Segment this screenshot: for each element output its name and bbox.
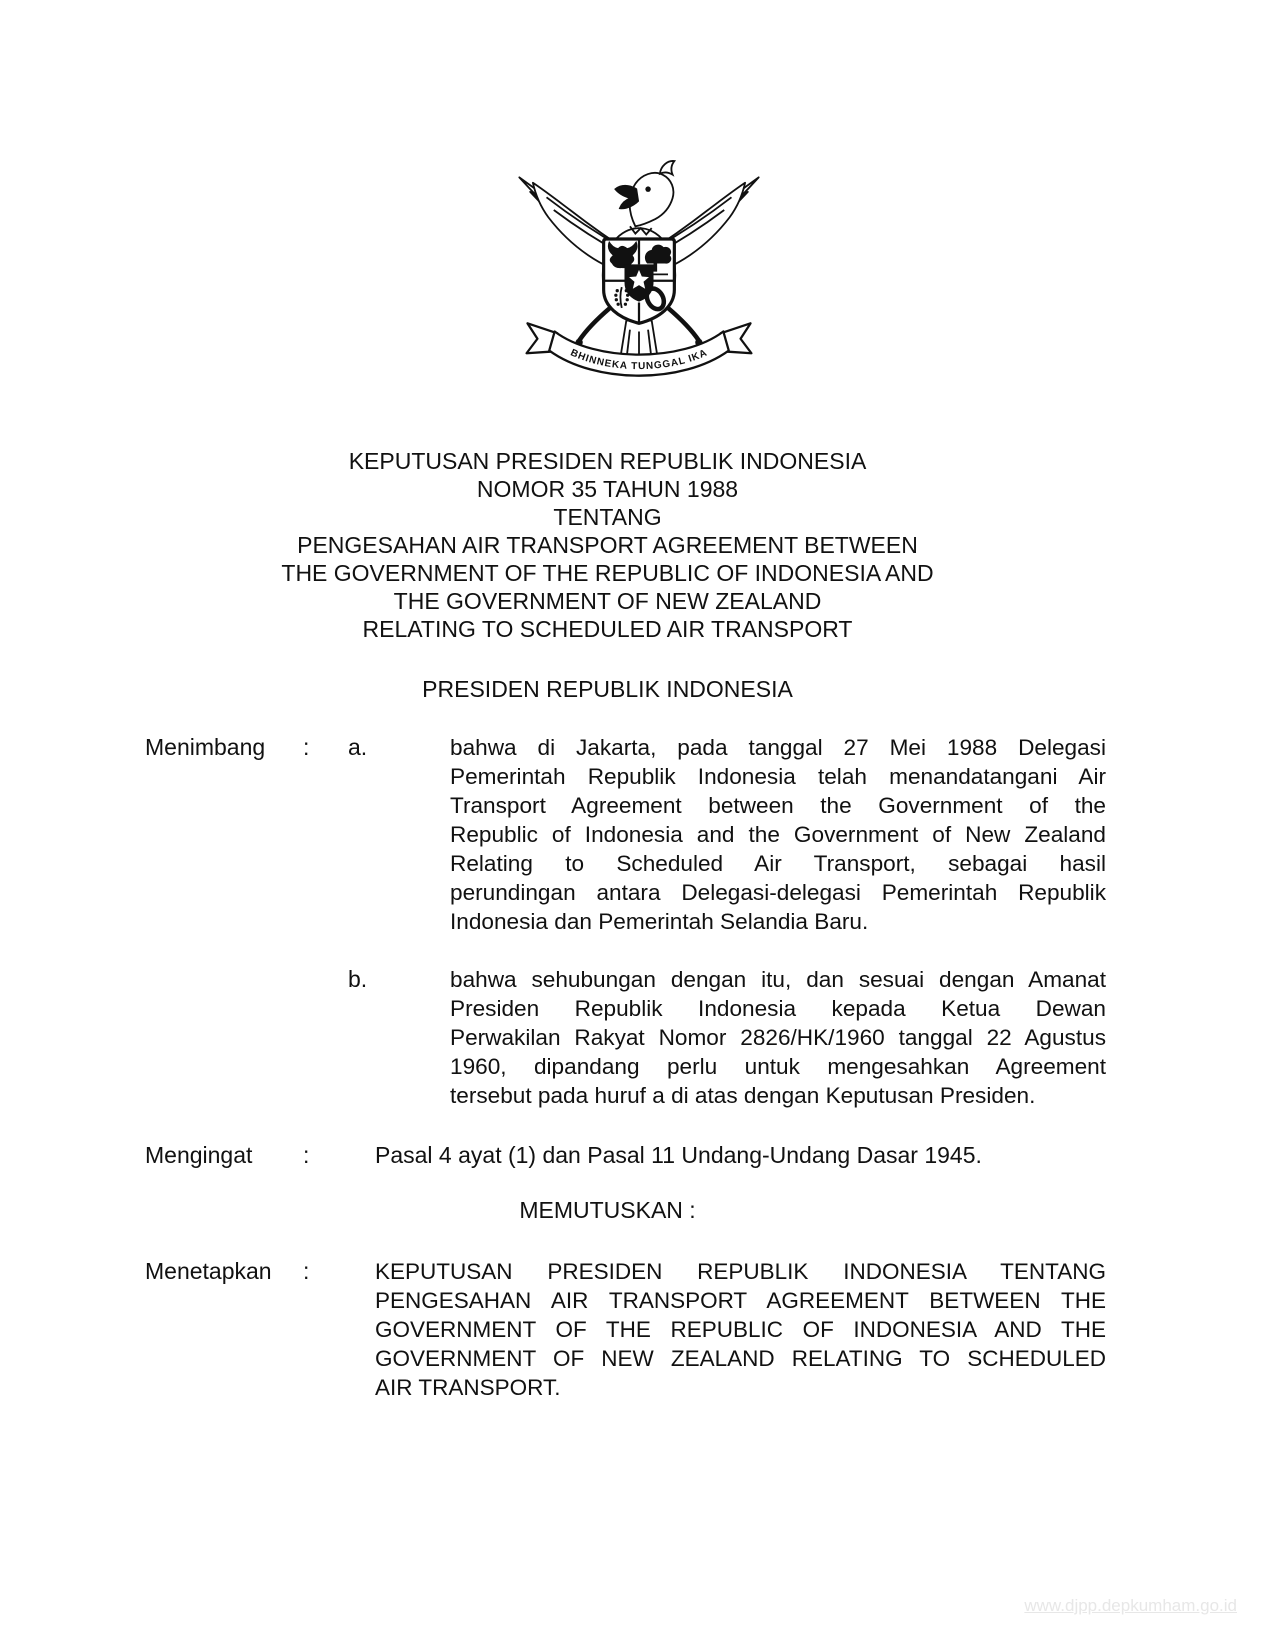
- text-line: NOMOR 35 TAHUN 1988: [476, 476, 739, 502]
- site-watermark: www.djpp.depkumham.go.id: [1024, 1596, 1237, 1615]
- text-line: bahwa di Jakarta, pada tanggal 27 Mei 1988 Delegasi: [450, 735, 1106, 760]
- text-line: RELATING TO SCHEDULED AIR TRANSPORT: [362, 616, 853, 642]
- text-line: PENGESAHAN AIR TRANSPORT AGREEMENT BETWEEN THE: [375, 1288, 1106, 1313]
- menetapkan-colon: :: [303, 1258, 310, 1284]
- mengingat-colon: :: [303, 1142, 310, 1168]
- text-line: TENTANG: [553, 504, 662, 530]
- text-line: KEPUTUSAN PRESIDEN REPUBLIK INDONESIA TENTANG: [375, 1259, 1106, 1284]
- text-line: Transport Agreement between the Government of the: [450, 793, 1106, 818]
- emblem-motto-text: BHINNEKA TUNGGAL IKA: [568, 347, 710, 373]
- menimbang-label: Menimbang: [145, 734, 266, 760]
- text-line: bahwa sehubungan dengan itu, dan sesuai dengan Amanat: [450, 967, 1106, 992]
- text-line: PENGESAHAN AIR TRANSPORT AGREEMENT BETWEEN: [297, 532, 918, 558]
- garuda-emblem-svg: [503, 138, 775, 418]
- text-line: 1960, dipandang perlu untuk mengesahkan Agreement: [450, 1054, 1106, 1079]
- text-line: THE GOVERNMENT OF THE REPUBLIC OF INDONESIA AND: [281, 560, 934, 586]
- text-line: Pemerintah Republik Indonesia telah menandatangani Air: [450, 764, 1106, 789]
- text-line: THE GOVERNMENT OF NEW ZEALAND: [393, 588, 822, 614]
- text-line: Relating to Scheduled Air Transport, sebagai hasil: [450, 851, 1106, 876]
- text-line: Perwakilan Rakyat Nomor 2826/HK/1960 tanggal 22 Agustus: [450, 1025, 1106, 1050]
- decree-title: [105, 447, 1110, 643]
- item-marker-a: a.: [348, 734, 368, 760]
- text-line: Presiden Republik Indonesia kepada Ketua Dewan: [450, 996, 1106, 1021]
- text-line: Indonesia dan Pemerintah Selandia Baru.: [450, 909, 869, 934]
- menetapkan-label: Menetapkan: [145, 1258, 272, 1284]
- memutuskan-heading: MEMUTUSKAN :: [519, 1197, 696, 1223]
- text-line: perundingan antara Delegasi-delegasi Pemerintah Republik: [450, 880, 1106, 905]
- item-marker-b: b.: [348, 966, 368, 992]
- text-line: GOVERNMENT OF NEW ZEALAND RELATING TO SCHEDULED: [375, 1346, 1106, 1371]
- text-line: AIR TRANSPORT.: [375, 1375, 561, 1400]
- issuing-authority-heading: PRESIDEN REPUBLIK INDONESIA: [422, 676, 793, 702]
- text-line: GOVERNMENT OF THE REPUBLIC OF INDONESIA AND THE: [375, 1317, 1106, 1342]
- menimbang-item-b-text: [450, 965, 1106, 1110]
- menetapkan-text: [375, 1257, 1106, 1402]
- garuda-pancasila-emblem: [503, 138, 775, 418]
- text-line: tersebut pada huruf a di atas dengan Keputusan Presiden.: [450, 1083, 1036, 1108]
- text-line: Republic of Indonesia and the Government of New Zealand: [450, 822, 1106, 847]
- menimbang-item-a-text: [450, 733, 1106, 936]
- mengingat-label: Mengingat: [145, 1142, 253, 1168]
- pancasila-shield: [604, 239, 675, 323]
- menimbang-colon: :: [303, 734, 310, 760]
- mengingat-text: Pasal 4 ayat (1) dan Pasal 11 Undang-Undang Dasar 1945.: [375, 1142, 982, 1168]
- text-line: KEPUTUSAN PRESIDEN REPUBLIK INDONESIA: [348, 448, 867, 474]
